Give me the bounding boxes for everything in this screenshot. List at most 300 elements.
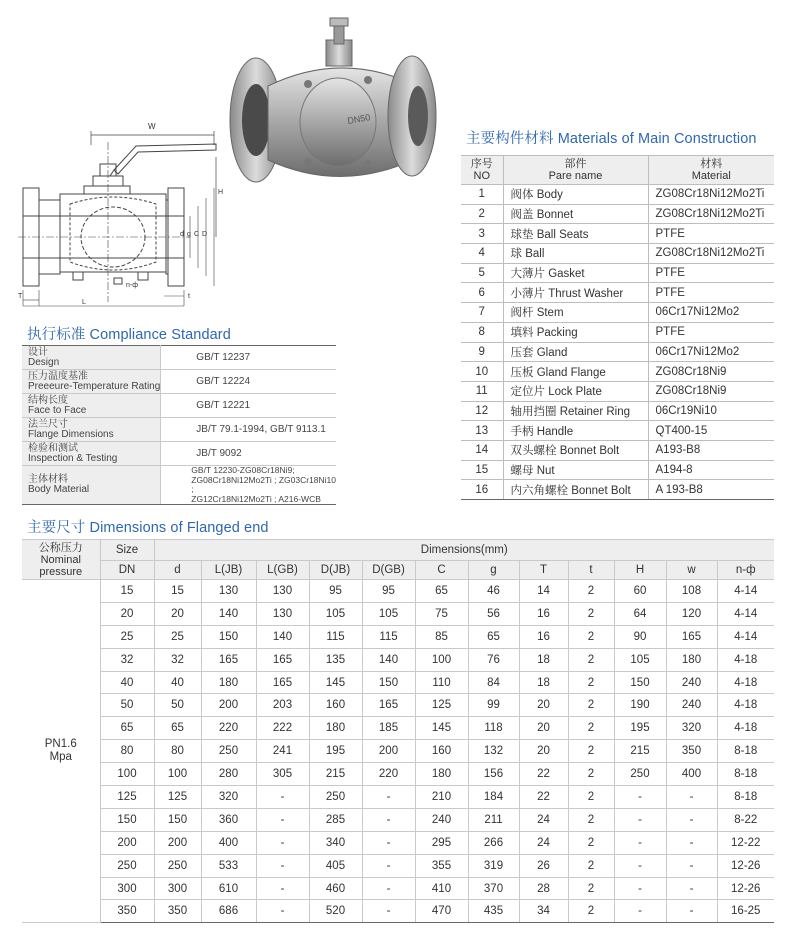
dimension-cell: 125 [154,786,201,809]
dimension-column-header: g [468,561,519,580]
dimension-cell: - [666,831,717,854]
dimension-row [22,786,774,809]
dimension-cell: 22 [519,763,568,786]
dimension-cell: 24 [519,831,568,854]
dimension-cell: 108 [666,580,717,603]
material-no: 5 [461,263,503,283]
dimension-cell: - [256,854,309,877]
dimension-cell: 400 [201,831,256,854]
dimension-cell: 115 [362,625,415,648]
dimension-cell: 340 [309,831,362,854]
dimensions-table [22,539,774,923]
dimension-cell: 8-22 [717,808,774,831]
dimension-cell: 84 [468,671,519,694]
material-part-name: 球垫 Ball Seats [503,224,648,244]
dimension-cell: 4-18 [717,694,774,717]
dimension-cell: 150 [100,808,154,831]
drawing-label-d: d [180,231,184,238]
dimension-cell: 350 [100,900,154,923]
material-no: 3 [461,224,503,244]
compliance-value: GB/T 12237 [161,346,336,370]
dimension-cell: 300 [100,877,154,900]
dimension-cell: 2 [568,786,614,809]
material-row [461,303,774,323]
dimension-cell: 2 [568,877,614,900]
dimension-row [22,625,774,648]
material-value: ZG08Cr18Ni9 [648,381,774,401]
dimension-cell: 165 [362,694,415,717]
dimension-cell: 240 [666,694,717,717]
dimension-cell: 2 [568,808,614,831]
compliance-label: 压力温度基准 Preeeure-Temperature Rating [22,370,161,394]
compliance-table [22,345,336,505]
dimension-cell: 160 [309,694,362,717]
dimension-cell: 4-18 [717,717,774,740]
dimension-cell: 200 [201,694,256,717]
header-nominal-pressure: 公称压力 Nominal pressure [22,540,100,580]
dimension-cell: 185 [362,717,415,740]
dimension-cell: 56 [468,602,519,625]
dimension-cell: 2 [568,648,614,671]
dimension-cell: 2 [568,717,614,740]
dimension-cell: - [614,808,666,831]
dimension-cell: 300 [154,877,201,900]
dimension-cell: 140 [256,625,309,648]
dimension-cell: 250 [201,740,256,763]
dimension-cell: 95 [309,580,362,603]
dimension-cell: 195 [614,717,666,740]
dimension-row [22,854,774,877]
dimension-cell: 65 [415,580,468,603]
material-part-name: 定位片 Lock Plate [503,381,648,401]
dimension-cell: 46 [468,580,519,603]
dimension-row [22,694,774,717]
dimension-cell: 34 [519,900,568,923]
dimension-cell: 75 [415,602,468,625]
dimension-cell: 64 [614,602,666,625]
dimension-cell: 8-18 [717,763,774,786]
material-no: 1 [461,185,503,205]
compliance-title: 执行标准 Compliance Standard [27,327,231,343]
material-part-name: 阀体 Body [503,185,648,205]
dimension-column-header: C [415,561,468,580]
dimension-cell: 26 [519,854,568,877]
dimension-column-header: D(GB) [362,561,415,580]
dimension-cell: - [256,786,309,809]
dimension-cell: - [666,877,717,900]
dimension-cell: 140 [201,602,256,625]
dimension-cell: 40 [100,671,154,694]
dimension-column-header: n-ф [717,561,774,580]
material-row [461,224,774,244]
dimension-cell: 118 [468,717,519,740]
dimension-cell: 533 [201,854,256,877]
dimension-cell: 165 [256,671,309,694]
material-no: 16 [461,480,503,500]
dimension-cell: 16-25 [717,900,774,923]
material-part-name: 轴用挡圈 Retainer Ring [503,401,648,421]
material-no: 9 [461,342,503,362]
dimension-cell: 20 [100,602,154,625]
material-row [461,342,774,362]
material-row [461,440,774,460]
material-part-name: 阀杆 Stem [503,303,648,323]
dimension-cell: 4-18 [717,648,774,671]
material-value: ZG08Cr18Ni9 [648,362,774,382]
dimension-cell: - [666,808,717,831]
material-part-name: 螺母 Nut [503,460,648,480]
material-row [461,401,774,421]
material-value: 06Cr19Ni10 [648,401,774,421]
dimension-cell: 203 [256,694,309,717]
dimension-cell: - [666,854,717,877]
dimension-cell: 220 [201,717,256,740]
compliance-row [22,346,336,370]
dimension-cell: - [614,854,666,877]
dimension-cell: 180 [415,763,468,786]
dimension-cell: 16 [519,625,568,648]
header-dimensions: Dimensions(mm) [154,540,774,561]
dimension-cell: 2 [568,580,614,603]
dimension-cell: 305 [256,763,309,786]
dimension-row [22,877,774,900]
material-value: A194-8 [648,460,774,480]
material-part-name: 阀盖 Bonnet [503,204,648,224]
dimension-cell: 211 [468,808,519,831]
dimension-cell: 65 [154,717,201,740]
dimension-column-header: w [666,561,717,580]
dimension-cell: 8-18 [717,740,774,763]
material-no: 13 [461,421,503,441]
dimension-cell: 12-26 [717,854,774,877]
dimension-cell: 266 [468,831,519,854]
dimension-cell: 85 [415,625,468,648]
dimension-cell: 2 [568,671,614,694]
dimension-cell: 180 [666,648,717,671]
dimension-cell: 240 [415,808,468,831]
material-row [461,204,774,224]
dimensions-title: 主要尺寸 Dimensions of Flanged end [27,520,269,536]
material-value: A 193-B8 [648,480,774,500]
dimension-cell: 20 [519,740,568,763]
nominal-pressure-value: PN1.6 Mpa [22,580,100,923]
dimension-cell: 50 [154,694,201,717]
compliance-label: 主体材料 Body Material [22,466,161,505]
dimension-cell: 156 [468,763,519,786]
dimension-cell: 222 [256,717,309,740]
compliance-label: 法兰尺寸 Flange Dimensions [22,418,161,442]
dimension-cell: 215 [309,763,362,786]
dimension-cell: 250 [154,854,201,877]
material-row [461,283,774,303]
material-value: PTFE [648,322,774,342]
compliance-value: GB/T 12230-ZG08Cr18Ni9; ZG08Cr18Ni12Mo2Ti ; ZG03Cr18Ni10 ; ZG12Cr18Ni12Mo2Ti ; A216-WCB [161,466,336,505]
dimension-cell: 319 [468,854,519,877]
dimension-cell: 180 [201,671,256,694]
dimension-cell: 28 [519,877,568,900]
material-part-name: 填料 Packing [503,322,648,342]
dimension-cell: 22 [519,786,568,809]
dimension-cell: 130 [256,602,309,625]
dimension-cell: 400 [666,763,717,786]
dimension-cell: 18 [519,648,568,671]
dimension-cell: - [666,900,717,923]
dimension-cell: - [614,786,666,809]
dimension-cell: 20 [519,694,568,717]
dimension-cell: 105 [362,602,415,625]
compliance-row [22,394,336,418]
dimension-cell: - [362,808,415,831]
dimension-cell: - [362,877,415,900]
dimension-cell: 2 [568,602,614,625]
dimension-column-header: d [154,561,201,580]
dimension-cell: 520 [309,900,362,923]
header-part-name: 部件 Pare name [503,156,648,185]
dimension-cell: 215 [614,740,666,763]
header-no: 序号 NO [461,156,503,185]
dimension-cell: 220 [362,763,415,786]
dimension-cell: 150 [201,625,256,648]
dimension-cell: 100 [415,648,468,671]
dimension-cell: 320 [201,786,256,809]
dimension-cell: 2 [568,900,614,923]
dimension-cell: 100 [154,763,201,786]
dimension-column-header: L(GB) [256,561,309,580]
material-value: QT400-15 [648,421,774,441]
dimension-cell: 100 [100,763,154,786]
dimension-row [22,900,774,923]
dimension-cell: 195 [309,740,362,763]
material-value: PTFE [648,224,774,244]
dimension-cell: 190 [614,694,666,717]
dimension-cell: 32 [154,648,201,671]
dimension-cell: 285 [309,808,362,831]
dimension-cell: - [666,786,717,809]
material-no: 15 [461,460,503,480]
dimension-cell: 200 [362,740,415,763]
material-row [461,460,774,480]
compliance-value: GB/T 12224 [161,370,336,394]
dimension-row [22,717,774,740]
dimensions-header-row-1 [22,540,774,561]
dimension-cell: 125 [100,786,154,809]
dimension-cell: - [614,877,666,900]
dimension-cell: 2 [568,740,614,763]
dimension-cell: 80 [154,740,201,763]
drawing-label-c: C [194,231,200,238]
dimension-cell: 105 [614,648,666,671]
dimension-cell: 15 [100,580,154,603]
header-size: Size [100,540,154,561]
dimension-cell: 24 [519,808,568,831]
dimension-cell: 2 [568,831,614,854]
dimensions-header-row-2 [22,561,774,580]
dimension-cell: 25 [154,625,201,648]
dimension-cell: 2 [568,694,614,717]
material-row [461,480,774,500]
material-part-name: 内六角螺栓 Bonnet Bolt [503,480,648,500]
material-value: 06Cr17Ni12Mo2 [648,303,774,323]
dimension-cell: 160 [415,740,468,763]
material-value: ZG08Cr18Ni12Mo2Ti [648,204,774,224]
dimension-column-header: DN [100,561,154,580]
dimension-cell: 4-14 [717,602,774,625]
dimension-cell: 2 [568,854,614,877]
dimension-cell: 130 [256,580,309,603]
materials-header-row [461,156,774,185]
material-no: 6 [461,283,503,303]
dimension-cell: 250 [309,786,362,809]
dimension-cell: 4-14 [717,580,774,603]
dimension-cell: 125 [415,694,468,717]
material-no: 8 [461,322,503,342]
dimension-cell: 280 [201,763,256,786]
material-row [461,244,774,264]
dimension-cell: 140 [362,648,415,671]
material-no: 4 [461,244,503,264]
dimension-cell: 295 [415,831,468,854]
dimension-cell: 360 [201,808,256,831]
material-part-name: 手柄 Handle [503,421,648,441]
material-part-name: 双头螺栓 Bonnet Bolt [503,440,648,460]
material-row [461,421,774,441]
material-row [461,185,774,205]
dimension-cell: 165 [201,648,256,671]
compliance-row [22,442,336,466]
drawing-label-h: H [218,189,224,196]
dimension-cell: - [362,900,415,923]
dimension-cell: 80 [100,740,154,763]
dimension-row [22,763,774,786]
dimension-cell: 350 [154,900,201,923]
compliance-value: JB/T 79.1-1994, GB/T 9113.1 [161,418,336,442]
dimension-cell: - [614,900,666,923]
dimension-cell: 20 [519,717,568,740]
dimension-cell: 200 [154,831,201,854]
materials-table [461,155,774,500]
dimension-cell: 200 [100,831,154,854]
dimension-cell: 115 [309,625,362,648]
dimension-cell: 40 [154,671,201,694]
material-no: 11 [461,381,503,401]
material-no: 14 [461,440,503,460]
dimension-cell: 120 [666,602,717,625]
dimension-cell: 355 [415,854,468,877]
dimension-cell: 14 [519,580,568,603]
valve-technical-drawing [18,112,238,312]
dimension-column-header: H [614,561,666,580]
dimension-cell: - [614,831,666,854]
valve-product-photo [228,12,440,202]
dimension-cell: 320 [666,717,717,740]
dimension-cell: 150 [614,671,666,694]
dimension-cell: 240 [666,671,717,694]
dimension-cell: 25 [100,625,154,648]
dimension-cell: 241 [256,740,309,763]
dimension-row [22,648,774,671]
material-part-name: 球 Ball [503,244,648,264]
material-value: PTFE [648,263,774,283]
dimension-cell: 145 [309,671,362,694]
material-row [461,263,774,283]
dimension-cell: - [256,900,309,923]
dimension-row [22,602,774,625]
dimension-cell: 4-18 [717,671,774,694]
material-part-name: 大薄片 Gasket [503,263,648,283]
dimension-cell: 8-18 [717,786,774,809]
dimension-cell: - [362,854,415,877]
material-part-name: 小薄片 Thrust Washer [503,283,648,303]
materials-title: 主要构件材料 Materials of Main Construction [466,131,757,147]
dimension-cell: 150 [362,671,415,694]
dimension-cell: 90 [614,625,666,648]
dimension-cell: 95 [362,580,415,603]
drawing-label-n-phi: n-ф [126,282,138,289]
dimension-cell: 132 [468,740,519,763]
dimension-row [22,808,774,831]
dimension-cell: - [256,808,309,831]
dimension-cell: 99 [468,694,519,717]
dimension-cell: 610 [201,877,256,900]
compliance-value: GB/T 12221 [161,394,336,418]
material-value: ZG08Cr18Ni12Mo2Ti [648,244,774,264]
dimension-column-header: T [519,561,568,580]
dimension-cell: 460 [309,877,362,900]
dimension-cell: 150 [154,808,201,831]
dimension-cell: 110 [415,671,468,694]
material-part-name: 压板 Gland Flange [503,362,648,382]
dimension-cell: 686 [201,900,256,923]
material-no: 12 [461,401,503,421]
dimension-cell: 18 [519,671,568,694]
dimension-cell: 65 [100,717,154,740]
dimension-row [22,831,774,854]
dimension-column-header: L(JB) [201,561,256,580]
dimension-cell: 250 [100,854,154,877]
dimension-cell: 15 [154,580,201,603]
drawing-label-w: W [148,122,156,131]
dimension-row [22,740,774,763]
material-value: ZG08Cr18Ni12Mo2Ti [648,185,774,205]
material-no: 2 [461,204,503,224]
material-value: A193-B8 [648,440,774,460]
dimension-cell: 135 [309,648,362,671]
dimension-cell: 76 [468,648,519,671]
dimension-cell: 184 [468,786,519,809]
dimension-cell: 2 [568,625,614,648]
dimension-cell: 130 [201,580,256,603]
dimension-cell: 12-22 [717,831,774,854]
dimension-column-header: D(JB) [309,561,362,580]
dimension-row [22,671,774,694]
dimension-cell: 350 [666,740,717,763]
photo-body-marking: DN50 [346,112,372,126]
compliance-label: 检验和测试 Inspection & Testing [22,442,161,466]
compliance-value: JB/T 9092 [161,442,336,466]
dimension-cell: 12-26 [717,877,774,900]
dimension-cell: 2 [568,763,614,786]
compliance-row [22,418,336,442]
material-no: 10 [461,362,503,382]
material-value: PTFE [648,283,774,303]
material-row [461,322,774,342]
dimension-cell: 180 [309,717,362,740]
drawing-label-l: L [82,299,86,306]
drawing-label-dd: D [202,231,208,238]
dimension-cell: 435 [468,900,519,923]
dimension-cell: 145 [415,717,468,740]
material-no: 7 [461,303,503,323]
